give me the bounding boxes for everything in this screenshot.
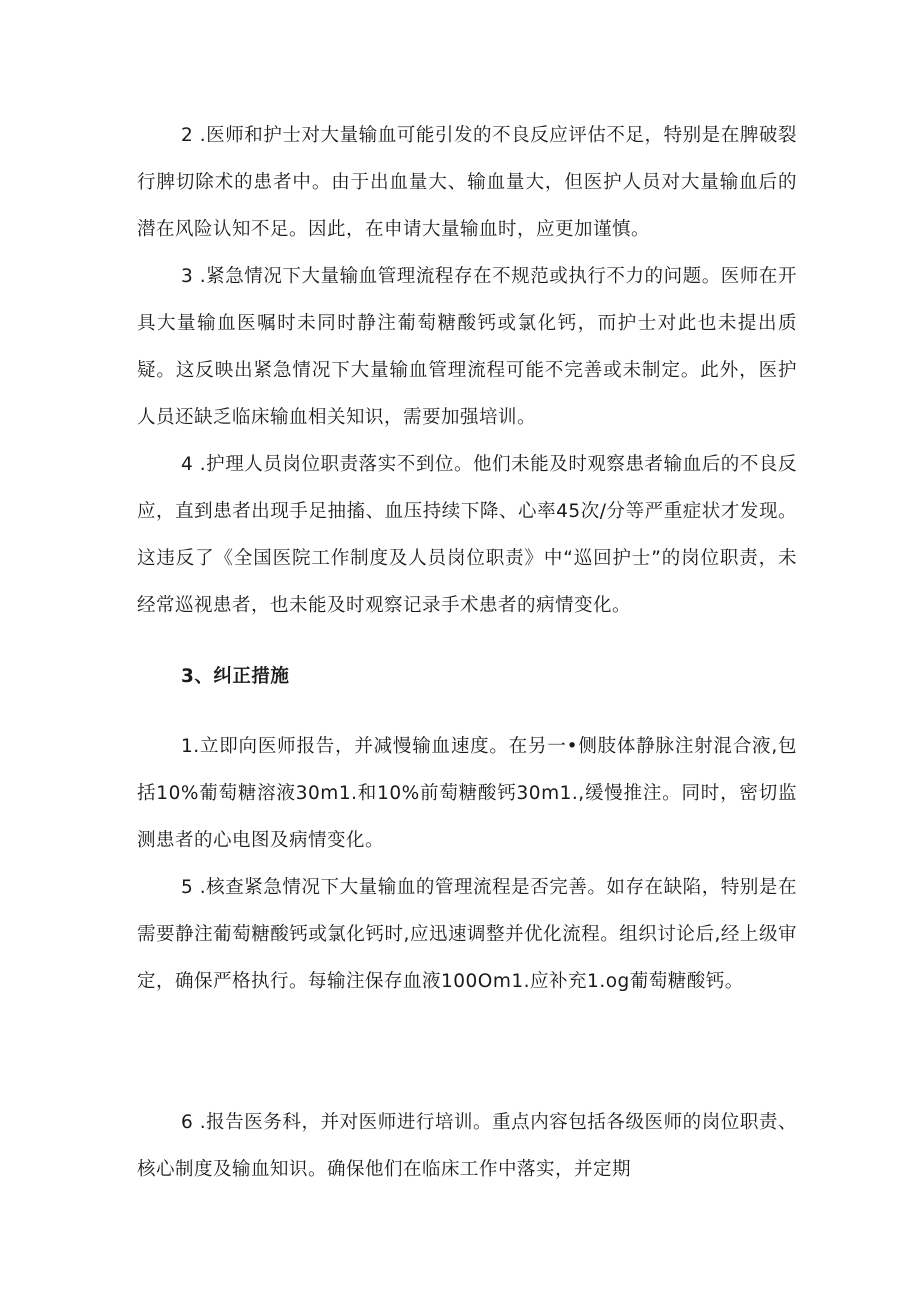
paragraph-item-4: 4 .护理人员岗位职责落实不到位。他们未能及时观察患者输血后的不良反应，直到患者出现手足抽搐、血压持续下降、心率45次/分等严重症状才发现。这违反了《全国医院工作制度及人员岗位职责》中“巡回护士”的岗位职责，未经常巡视患者，也未能及时观察记录手术患者的病情变化。 [137,454,797,616]
paragraph-item-2: 2 .医师和护士对大量输血可能引发的不良反应评估不足，特别是在脾破裂行脾切除术的患者中。由于出血量大、输血量大，但医护人员对大量输血后的潜在风险认知不足。因此，在申请大量输血时，应更加谨慎。 [137,125,797,240]
section-heading: 3、纠正措施 [181,666,290,687]
paragraph-measure-6: 6 .报告医务科，并对医师进行培训。重点内容包括各级医师的岗位职责、核心制度及输血知识。确保他们在临床工作中落实，并定期 [137,1112,797,1180]
paragraph-item-3: 3 .紧急情况下大量输血管理流程存在不规范或执行不力的问题。医师在开具大量输血医嘱时未同时静注葡萄糖酸钙或氯化钙，而护士对此也未提出质疑。这反映出紧急情况下大量输血管理流程可能不完善或未制定。此外，医护人员还缺乏临床输血相关知识，需要加强培训。 [137,266,797,428]
paragraph-measure-1: 1.立即向医师报告，并减慢输血速度。在另一•侧肢体静脉注射混合液,包括10%葡萄糖溶液30m1.和10%前萄糖酸钙30m1.,缓慢推注。同时，密切监测患者的心电图及病情变化。 [137,736,797,851]
paragraph-measure-5: 5 .核查紧急情况下大量输血的管理流程是否完善。如存在缺陷，特别是在需要静注葡萄糖酸钙或氯化钙时,应迅速调整并优化流程。组织讨论后,经上级审定，确保严格执行。每输注保存血液100Om1.应补充1.og葡萄糖酸钙。 [137,877,797,992]
